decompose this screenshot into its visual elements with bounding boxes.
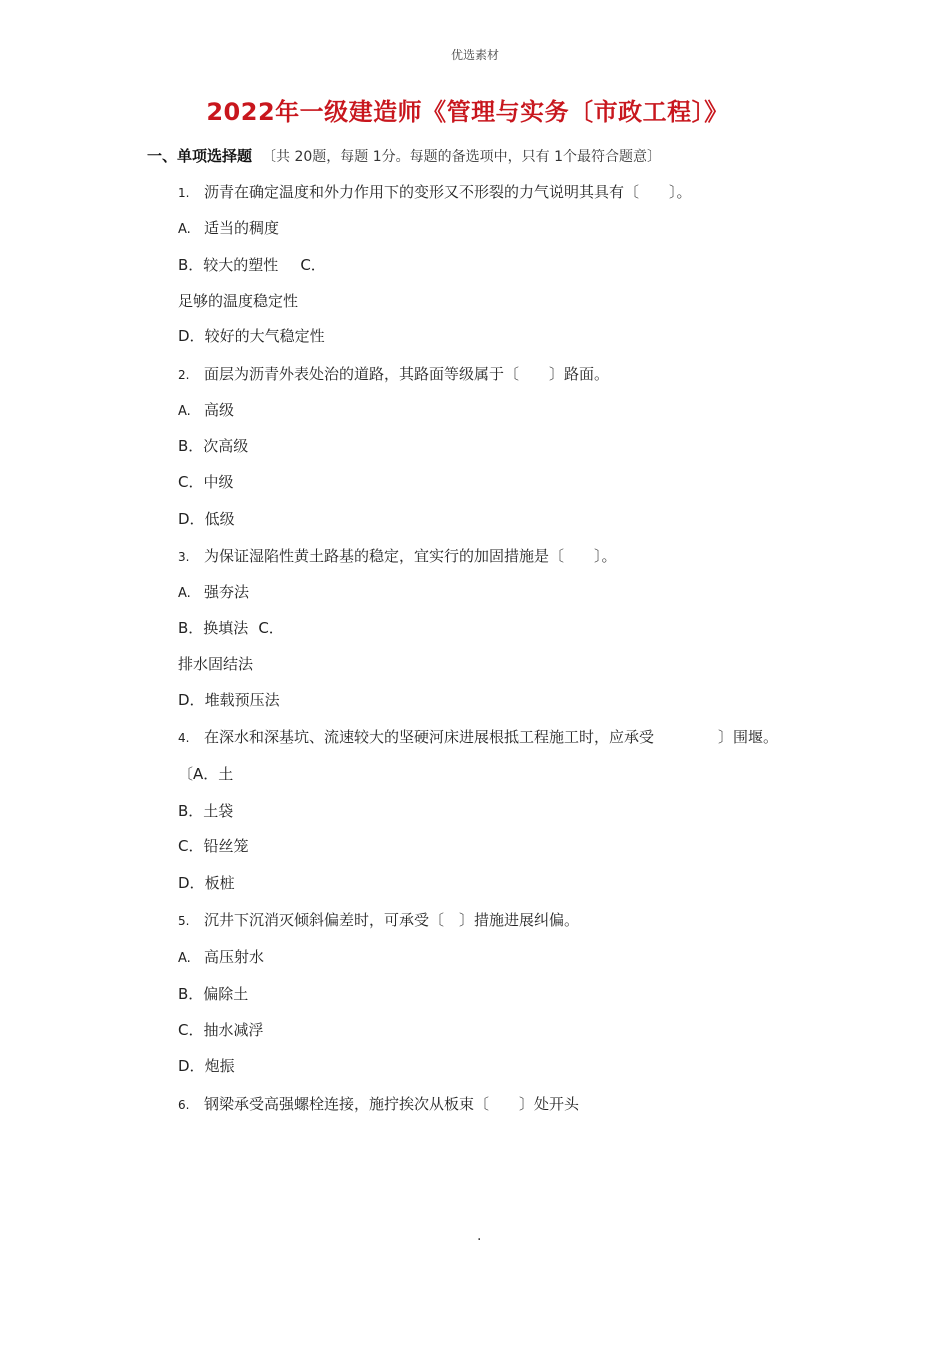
option-letter: C． [300, 256, 326, 274]
question-number: 4. [178, 731, 190, 745]
option-letter: B． [178, 619, 204, 637]
option-letter: C． [178, 837, 204, 855]
question-text: 在深水和深基坑、流速较大的坚硬河床进展根抵工程施工时，应承受 [204, 728, 655, 746]
q1-option-d [178, 325, 325, 346]
question-number: 3. [178, 550, 190, 564]
option-text: 低级 [204, 510, 235, 528]
q4-option-c [178, 835, 249, 856]
option-text: 抽水减浮 [203, 1021, 264, 1039]
option-letter: D． [178, 874, 205, 892]
question-number: 6. [178, 1098, 190, 1112]
question-number: 2. [178, 368, 190, 382]
question-number: 5. [178, 914, 190, 928]
option-text: 适当的稠度 [204, 219, 280, 237]
question-text-end: 〕围堰。 [718, 728, 779, 746]
question-text: 沥青在确定温度和外力作用下的变形又不形裂的力气说明其具有〔 〕。 [204, 183, 692, 201]
option-letter: A. [178, 586, 191, 601]
option-text: 较大的塑性 [203, 256, 279, 274]
question-text: 钢梁承受高强螺栓连接，施拧挨次从板束〔 〕处开头 [204, 1095, 580, 1113]
q5-option-d [178, 1055, 235, 1076]
option-text: 高压射水 [204, 948, 265, 966]
option-text: 中级 [203, 473, 234, 491]
page-footer-dot: . [477, 1228, 482, 1244]
option-text: 板桩 [204, 874, 235, 892]
document-title: 2022年一级建造师《管理与实务〔市政工程〕》 [206, 98, 729, 126]
question-5 [178, 909, 579, 930]
page-header: 优选素材 [450, 48, 499, 62]
option-letter: A. [178, 404, 191, 419]
q3-option-d [178, 689, 280, 710]
q5-option-a [178, 946, 264, 967]
question-4 [178, 726, 778, 747]
option-letter: D． [178, 510, 205, 528]
question-text: 为保证湿陷性黄土路基的稳定，宜实行的加固措施是〔 〕。 [204, 547, 617, 565]
q3-option-c-text: 排水固结法 [178, 655, 254, 673]
q4-option-a: 〔A．土 [178, 765, 234, 783]
option-letter: D． [178, 327, 205, 345]
q2-option-d [178, 508, 235, 529]
option-text: 强夯法 [204, 583, 250, 601]
q3-option-b [178, 617, 284, 638]
option-letter: A. [178, 951, 191, 966]
q4-option-d [178, 872, 235, 893]
q1-option-c-text: 足够的温度稳定性 [178, 292, 299, 310]
option-letter: B． [178, 256, 204, 274]
option-letter: D． [178, 1057, 205, 1075]
question-1 [178, 181, 692, 202]
option-text: 炮振 [204, 1057, 235, 1075]
option-letter: C． [258, 619, 284, 637]
section-label: 一、单项选择题 [147, 147, 253, 165]
option-text: 较好的大气稳定性 [204, 327, 325, 345]
question-text: 面层为沥青外表处治的道路，其路面等级属于〔 〕路面。 [204, 365, 610, 383]
question-2 [178, 363, 609, 384]
option-letter: C． [178, 1021, 204, 1039]
q2-option-c [178, 471, 234, 492]
q1-option-a [178, 217, 279, 238]
option-letter: C． [178, 473, 204, 491]
q5-option-b [178, 983, 248, 1004]
q1-option-b [178, 254, 326, 275]
section-description: 〔共 20题，每题 1分。每题的备选项中，只有 1个最符合题意〕 [262, 149, 661, 165]
option-letter: B． [178, 985, 204, 1003]
option-text: 次高级 [203, 437, 249, 455]
q5-option-c [178, 1019, 264, 1040]
option-text: 铅丝笼 [203, 837, 249, 855]
option-text: 偏除土 [203, 985, 249, 1003]
q3-option-a [178, 581, 249, 602]
q4-option-b [178, 800, 233, 821]
option-letter: D． [178, 691, 205, 709]
option-text: 换填法 [203, 619, 249, 637]
option-text: 堆载预压法 [204, 691, 280, 709]
option-text: 高级 [204, 401, 235, 419]
q2-option-b [178, 435, 248, 456]
question-text: 沉井下沉消灭倾斜偏差时，可承受〔 〕措施进展纠偏。 [204, 911, 580, 929]
option-letter: B． [178, 802, 204, 820]
section-heading [147, 145, 661, 166]
option-text: 土袋 [203, 802, 234, 820]
option-letter: A. [178, 222, 191, 237]
question-number: 1. [178, 186, 190, 200]
question-3 [178, 545, 617, 566]
question-6 [178, 1093, 579, 1114]
q2-option-a [178, 399, 234, 420]
option-letter: B． [178, 437, 204, 455]
